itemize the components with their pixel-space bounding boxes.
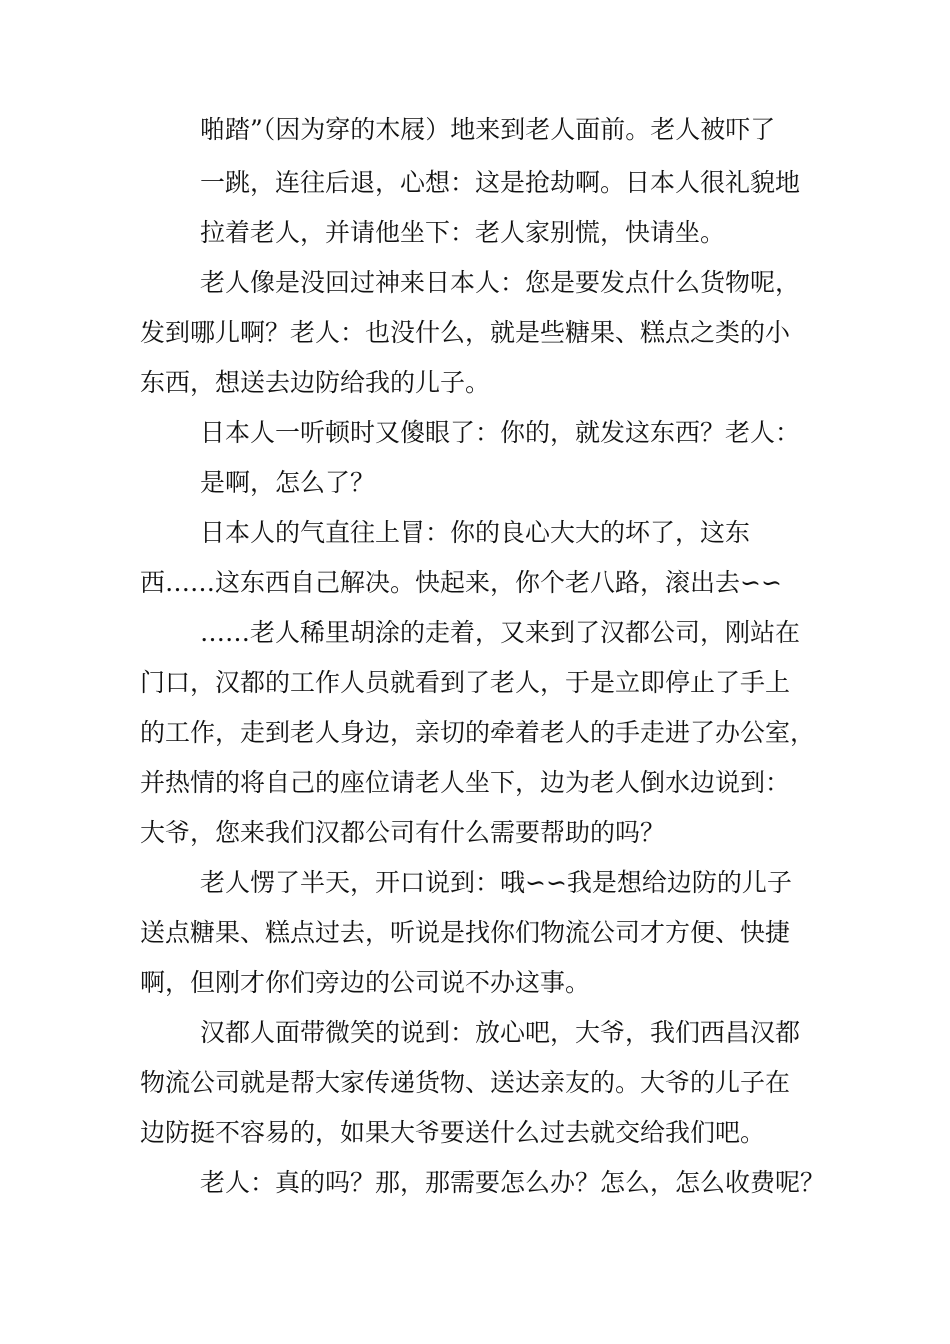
paragraph-start-line: 老人像是没回过神来日本人：您是要发点什么货物呢， — [200, 268, 801, 297]
text-line: 一跳，连往后退，心想：这是抢劫啊。日本人很礼貌地 — [200, 168, 801, 197]
paragraph-start-line: 日本人一听顿时又傻眼了：你的，就发这东西？老人： — [200, 418, 801, 447]
text-line: 大爷，您来我们汉都公司有什么需要帮助的吗？ — [140, 818, 666, 847]
text-line: 啪踏”（因为穿的木屐）地来到老人面前。老人被吓了 — [200, 115, 776, 144]
text-line: 门口，汉都的工作人员就看到了老人，于是立即停止了手上 — [140, 668, 791, 697]
text-line: 送点糖果、糕点过去，听说是找你们物流公司才方便、快捷 — [140, 918, 791, 947]
paragraph-start-line: 老人：真的吗？那，那需要怎么办？怎么，怎么收费呢？ — [200, 1168, 826, 1197]
text-line: 的工作，走到老人身边，亲切的牵着老人的手走进了办公室， — [140, 718, 816, 747]
text-line: 边防挺不容易的，如果大爷要送什么过去就交给我们吧。 — [140, 1118, 766, 1147]
text-line: 西……这东西自己解决。快起来，你个老八路，滚出去∽∽ — [140, 568, 782, 597]
paragraph-start-line: 日本人的气直往上冒：你的良心大大的坏了，这东 — [200, 518, 751, 547]
paragraph-start-line: 老人愣了半天，开口说到：哦∽∽我是想给边防的儿子 — [200, 868, 792, 897]
text-line: 拉着老人，并请他坐下：老人家别慌，快请坐。 — [200, 218, 726, 247]
text-line: 是啊，怎么了？ — [200, 468, 376, 497]
text-line: 东西，想送去边防给我的儿子。 — [140, 368, 491, 397]
text-line: 发到哪儿啊？老人：也没什么，就是些糖果、糕点之类的小 — [140, 318, 791, 347]
paragraph-start-line: ……老人稀里胡涂的走着，又来到了汉都公司，刚站在 — [200, 618, 801, 647]
text-line: 物流公司就是帮大家传递货物、送达亲友的。大爷的儿子在 — [140, 1068, 791, 1097]
text-line: 并热情的将自己的座位请老人坐下，边为老人倒水边说到： — [140, 768, 791, 797]
text-line: 啊，但刚才你们旁边的公司说不办这事。 — [140, 968, 591, 997]
paragraph-start-line: 汉都人面带微笑的说到：放心吧，大爷，我们西昌汉都 — [200, 1018, 801, 1047]
